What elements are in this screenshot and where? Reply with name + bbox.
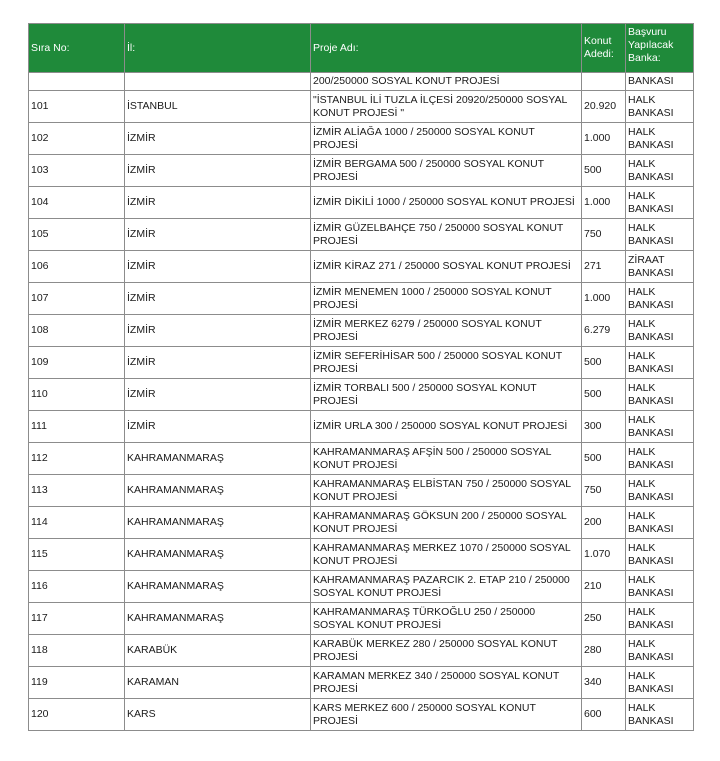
cell-sira-no: 112 (29, 443, 125, 475)
cell-banka: HALK BANKASI (626, 635, 694, 667)
cell-il: İZMİR (125, 251, 311, 283)
cell-sira-no: 114 (29, 507, 125, 539)
cell-banka: HALK BANKASI (626, 475, 694, 507)
cell-konut-adedi: 280 (582, 635, 626, 667)
cell-konut-adedi: 20.920 (582, 91, 626, 123)
cell-il: İZMİR (125, 187, 311, 219)
cell-il: KARABÜK (125, 635, 311, 667)
cell-il: KAHRAMANMARAŞ (125, 571, 311, 603)
cell-proje-adi: KAHRAMANMARAŞ GÖKSUN 200 / 250000 SOSYAL KONUT PROJESİ (311, 507, 582, 539)
cell-banka: HALK BANKASI (626, 507, 694, 539)
cell-sira-no (29, 73, 125, 91)
housing-projects-table (28, 23, 694, 731)
table-row (29, 571, 694, 603)
table-row (29, 155, 694, 187)
header-konut-adedi: Konut Adedi: (582, 24, 626, 73)
cell-konut-adedi: 1.000 (582, 187, 626, 219)
cell-sira-no: 101 (29, 91, 125, 123)
table-row (29, 315, 694, 347)
table-row (29, 635, 694, 667)
cell-konut-adedi: 500 (582, 379, 626, 411)
cell-banka: HALK BANKASI (626, 91, 694, 123)
cell-banka: HALK BANKASI (626, 539, 694, 571)
cell-banka: HALK BANKASI (626, 411, 694, 443)
cell-sira-no: 116 (29, 571, 125, 603)
header-proje-adi: Proje Adı: (311, 24, 582, 73)
table-row (29, 347, 694, 379)
header-sira-no: Sıra No: (29, 24, 125, 73)
cell-banka: HALK BANKASI (626, 187, 694, 219)
cell-konut-adedi: 271 (582, 251, 626, 283)
table-row (29, 411, 694, 443)
cell-konut-adedi: 210 (582, 571, 626, 603)
cell-sira-no: 119 (29, 667, 125, 699)
cell-proje-adi: KAHRAMANMARAŞ AFŞİN 500 / 250000 SOSYAL KONUT PROJESİ (311, 443, 582, 475)
table-row (29, 73, 694, 91)
cell-banka: HALK BANKASI (626, 379, 694, 411)
cell-proje-adi: İZMİR ALİAĞA 1000 / 250000 SOSYAL KONUT PROJESİ (311, 123, 582, 155)
cell-sira-no: 117 (29, 603, 125, 635)
cell-banka: HALK BANKASI (626, 443, 694, 475)
cell-banka: HALK BANKASI (626, 571, 694, 603)
cell-sira-no: 118 (29, 635, 125, 667)
cell-konut-adedi (582, 73, 626, 91)
cell-konut-adedi: 1.070 (582, 539, 626, 571)
cell-il: KARAMAN (125, 667, 311, 699)
table-row (29, 507, 694, 539)
cell-banka: BANKASI (626, 73, 694, 91)
header-il: İl: (125, 24, 311, 73)
cell-banka: HALK BANKASI (626, 347, 694, 379)
table-row (29, 699, 694, 731)
cell-proje-adi: KAHRAMANMARAŞ PAZARCIK 2. ETAP 210 / 250000 SOSYAL KONUT PROJESİ (311, 571, 582, 603)
table-row (29, 443, 694, 475)
cell-sira-no: 115 (29, 539, 125, 571)
cell-sira-no: 108 (29, 315, 125, 347)
cell-proje-adi: KAHRAMANMARAŞ TÜRKOĞLU 250 / 250000 SOSYAL KONUT PROJESİ (311, 603, 582, 635)
table-row (29, 91, 694, 123)
cell-sira-no: 113 (29, 475, 125, 507)
cell-konut-adedi: 1.000 (582, 123, 626, 155)
cell-proje-adi: İZMİR SEFERİHİSAR 500 / 250000 SOSYAL KONUT PROJESİ (311, 347, 582, 379)
cell-sira-no: 103 (29, 155, 125, 187)
cell-il: İSTANBUL (125, 91, 311, 123)
cell-proje-adi: KAHRAMANMARAŞ MERKEZ 1070 / 250000 SOSYAL KONUT PROJESİ (311, 539, 582, 571)
cell-proje-adi: İZMİR GÜZELBAHÇE 750 / 250000 SOSYAL KONUT PROJESİ (311, 219, 582, 251)
cell-proje-adi: İZMİR MENEMEN 1000 / 250000 SOSYAL KONUT PROJESİ (311, 283, 582, 315)
cell-il (125, 73, 311, 91)
cell-proje-adi: İZMİR BERGAMA 500 / 250000 SOSYAL KONUT PROJESİ (311, 155, 582, 187)
table-row (29, 187, 694, 219)
cell-il: KAHRAMANMARAŞ (125, 539, 311, 571)
cell-sira-no: 109 (29, 347, 125, 379)
table-row (29, 219, 694, 251)
cell-konut-adedi: 750 (582, 219, 626, 251)
cell-banka: HALK BANKASI (626, 667, 694, 699)
table-row (29, 667, 694, 699)
cell-konut-adedi: 500 (582, 443, 626, 475)
table-row (29, 475, 694, 507)
cell-sira-no: 105 (29, 219, 125, 251)
header-basvuru-banka: Başvuru Yapılacak Banka: (626, 24, 694, 73)
table-row (29, 123, 694, 155)
cell-il: İZMİR (125, 155, 311, 187)
cell-il: KAHRAMANMARAŞ (125, 443, 311, 475)
table-row (29, 283, 694, 315)
cell-banka: HALK BANKASI (626, 123, 694, 155)
cell-il: KAHRAMANMARAŞ (125, 603, 311, 635)
cell-konut-adedi: 600 (582, 699, 626, 731)
cell-banka: HALK BANKASI (626, 219, 694, 251)
cell-banka: HALK BANKASI (626, 155, 694, 187)
cell-proje-adi: KARS MERKEZ 600 / 250000 SOSYAL KONUT PROJESİ (311, 699, 582, 731)
cell-sira-no: 106 (29, 251, 125, 283)
cell-konut-adedi: 1.000 (582, 283, 626, 315)
cell-il: İZMİR (125, 347, 311, 379)
cell-sira-no: 120 (29, 699, 125, 731)
header-row (29, 24, 694, 73)
cell-konut-adedi: 250 (582, 603, 626, 635)
cell-il: İZMİR (125, 411, 311, 443)
cell-konut-adedi: 500 (582, 347, 626, 379)
table-row (29, 379, 694, 411)
cell-proje-adi: "İSTANBUL İLİ TUZLA İLÇESİ 20920/250000 SOSYAL KONUT PROJESİ " (311, 91, 582, 123)
cell-il: İZMİR (125, 123, 311, 155)
cell-konut-adedi: 6.279 (582, 315, 626, 347)
cell-il: İZMİR (125, 315, 311, 347)
cell-proje-adi: KARABÜK MERKEZ 280 / 250000 SOSYAL KONUT PROJESİ (311, 635, 582, 667)
cell-proje-adi: İZMİR MERKEZ 6279 / 250000 SOSYAL KONUT PROJESİ (311, 315, 582, 347)
cell-banka: HALK BANKASI (626, 315, 694, 347)
cell-banka: HALK BANKASI (626, 699, 694, 731)
cell-proje-adi: 200/250000 SOSYAL KONUT PROJESİ (311, 73, 582, 91)
cell-konut-adedi: 340 (582, 667, 626, 699)
cell-konut-adedi: 200 (582, 507, 626, 539)
table-row (29, 251, 694, 283)
cell-proje-adi: KAHRAMANMARAŞ ELBİSTAN 750 / 250000 SOSYAL KONUT PROJESİ (311, 475, 582, 507)
cell-sira-no: 110 (29, 379, 125, 411)
cell-sira-no: 104 (29, 187, 125, 219)
table-row (29, 539, 694, 571)
cell-il: KAHRAMANMARAŞ (125, 507, 311, 539)
cell-proje-adi: İZMİR URLA 300 / 250000 SOSYAL KONUT PROJESİ (311, 411, 582, 443)
cell-il: KARS (125, 699, 311, 731)
cell-il: İZMİR (125, 283, 311, 315)
cell-konut-adedi: 500 (582, 155, 626, 187)
cell-proje-adi: İZMİR KİRAZ 271 / 250000 SOSYAL KONUT PROJESİ (311, 251, 582, 283)
cell-konut-adedi: 750 (582, 475, 626, 507)
cell-proje-adi: İZMİR TORBALI 500 / 250000 SOSYAL KONUT PROJESİ (311, 379, 582, 411)
cell-sira-no: 102 (29, 123, 125, 155)
cell-il: KAHRAMANMARAŞ (125, 475, 311, 507)
cell-banka: HALK BANKASI (626, 603, 694, 635)
cell-banka: ZİRAAT BANKASI (626, 251, 694, 283)
table-row (29, 603, 694, 635)
cell-proje-adi: İZMİR DİKİLİ 1000 / 250000 SOSYAL KONUT PROJESİ (311, 187, 582, 219)
cell-sira-no: 107 (29, 283, 125, 315)
cell-il: İZMİR (125, 219, 311, 251)
cell-il: İZMİR (125, 379, 311, 411)
cell-konut-adedi: 300 (582, 411, 626, 443)
cell-banka: HALK BANKASI (626, 283, 694, 315)
cell-proje-adi: KARAMAN MERKEZ 340 / 250000 SOSYAL KONUT PROJESİ (311, 667, 582, 699)
cell-sira-no: 111 (29, 411, 125, 443)
